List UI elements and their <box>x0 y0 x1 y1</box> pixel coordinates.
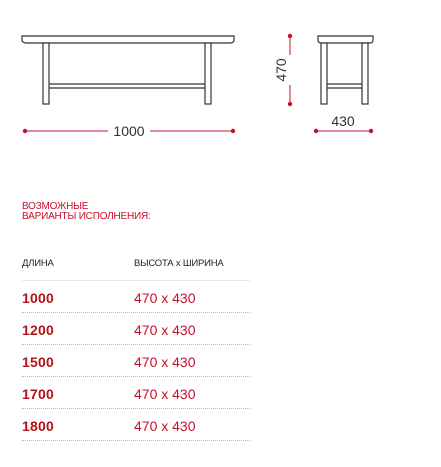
bench-drawing <box>0 0 441 160</box>
table-row <box>22 377 250 409</box>
row-length: 1500 <box>22 354 54 370</box>
options-title-line1: ВОЗМОЖНЫЕ <box>22 201 89 212</box>
width-endpoint-left <box>314 129 318 133</box>
row-size: 470 x 430 <box>134 386 196 402</box>
front-left-leg <box>43 43 49 104</box>
side-right-leg <box>362 43 368 104</box>
length-endpoint-right <box>231 129 235 133</box>
row-size: 470 x 430 <box>134 290 196 306</box>
row-length: 1800 <box>22 418 54 434</box>
height-label: 470 <box>273 58 289 82</box>
row-length: 1000 <box>22 290 54 306</box>
options-title-line2: ВАРИАНТЫ ИСПОЛНЕНИЯ: <box>22 211 151 222</box>
header-size: ВЫСОТА х ШИРИНА <box>134 258 224 269</box>
height-endpoint-top <box>288 34 292 38</box>
height-endpoint-bottom <box>288 102 292 106</box>
options-table-header <box>22 256 250 281</box>
side-seat <box>318 36 373 43</box>
table-row <box>22 345 250 377</box>
front-seat <box>22 36 234 43</box>
row-size: 470 x 430 <box>134 322 196 338</box>
options-table <box>22 256 250 441</box>
side-view <box>318 36 373 104</box>
table-row <box>22 409 250 441</box>
side-left-leg <box>321 43 327 104</box>
front-right-leg <box>205 43 211 104</box>
width-endpoint-right <box>369 129 373 133</box>
row-size: 470 x 430 <box>134 418 196 434</box>
height-dimension <box>273 34 292 106</box>
width-dimension <box>314 113 373 133</box>
width-label: 430 <box>331 113 355 129</box>
length-dimension <box>23 123 235 139</box>
table-row <box>22 281 250 313</box>
row-size: 470 x 430 <box>134 354 196 370</box>
header-length: ДЛИНА <box>22 258 54 269</box>
options-title <box>22 202 222 222</box>
front-view <box>22 36 234 104</box>
length-label: 1000 <box>113 123 145 139</box>
row-length: 1200 <box>22 322 54 338</box>
length-endpoint-left <box>23 129 27 133</box>
row-length: 1700 <box>22 386 54 402</box>
table-row <box>22 313 250 345</box>
